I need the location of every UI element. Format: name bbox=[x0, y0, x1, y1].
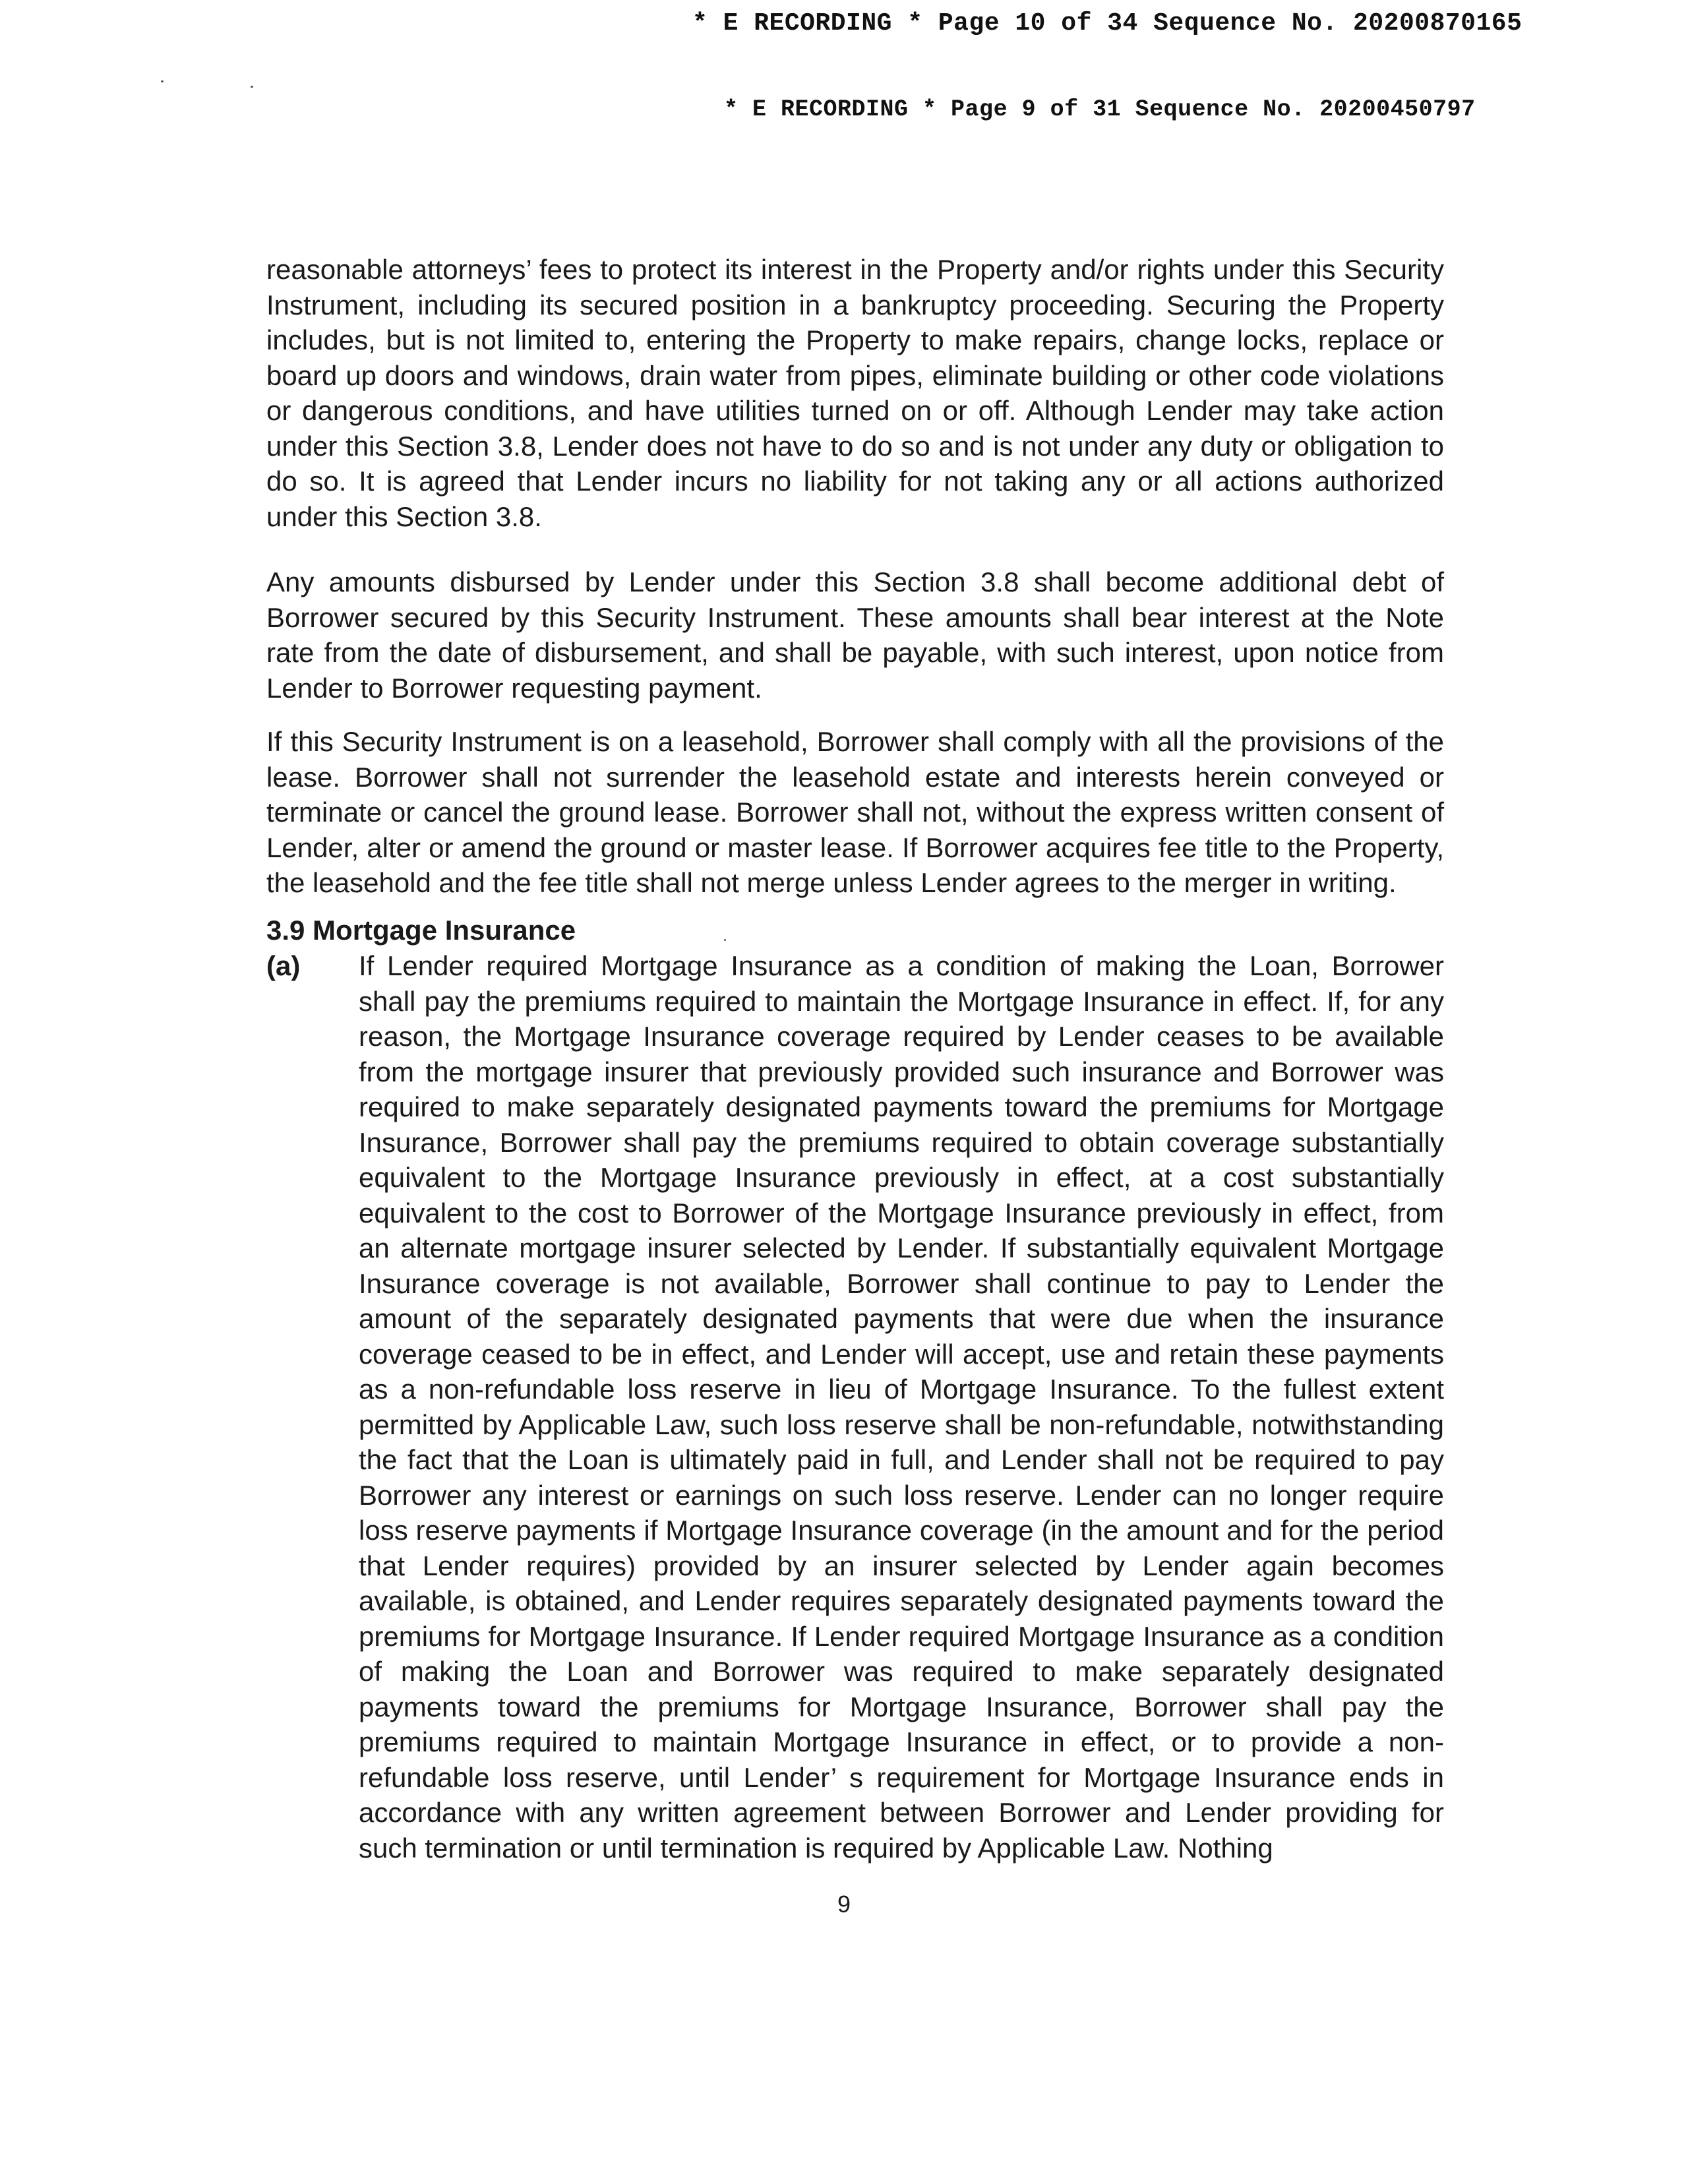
scan-speck bbox=[251, 86, 253, 88]
scan-speck bbox=[161, 80, 164, 82]
recording-stamp-current: * E RECORDING * Page 10 of 34 Sequence No. 20200870165 bbox=[692, 9, 1522, 38]
list-item-label: (a) bbox=[266, 950, 301, 981]
list-item-text: If Lender required Mortgage Insurance as a condition of making the Loan, Borrower shall pay the premiums required to maintain the Mortgage Insurance in effect. If, for any reason, the Mortgage Insurance coverage required by Lender ceases to be available from the mortgage insurer that previously provided such insurance and Borrower was required to make separately designated payments toward the premiums for Mortgage Insurance, Borrower shall pay the premiums required to obtain coverage substantially equivalent to the Mortgage Insurance previously in effect, at a cost substantially equivalent to the cost to Borrower of the Mortgage Insurance previously in effect, from an alternate mortgage insurer selected by Lender. If substantially equivalent Mortgage Insurance coverage is not available, Borrower shall continue to pay to Lender the amount of the separately designated payments that were due when the insurance coverage ceased to be in effect, and Lender will accept, use and retain these payments as a non-refundable loss reserve in lieu of Mortgage Insurance. To the fullest extent permitted by Applicable Law, such loss reserve shall be non-refundable, notwithstanding the fact that the Loan is ultimately paid in full, and Lender shall not be required to pay Borrower any interest or earnings on such loss reserve. Lender can no longer require loss reserve payments if Mortgage Insurance coverage (in the amount and for the period that Lender requires) provided by an insurer selected by Lender again becomes available, is obtained, and Lender requires separately designated payments toward the premiums for Mortgage Insurance. If Lender required Mortgage Insurance as a condition of making the Loan and Borrower was required to make separately designated payments toward the premiums for Mortgage Insurance, Borrower shall pay the premiums required to maintain Mortgage Insurance in effect, or to provide a non-refundable loss reserve, until Lender’ s requirement for Mortgage Insurance ends in accordance with any written agreement between Borrower and Lender providing for such termination or until termination is required by Applicable Law. Nothing bbox=[359, 950, 1444, 1864]
page-number: 9 bbox=[837, 1891, 851, 1918]
section-heading: 3.9 Mortgage Insurance bbox=[266, 915, 576, 946]
paragraph-leasehold: If this Security Instrument is on a leasehold, Borrower shall comply with all the provisions of the lease. Borrower shall not surrender the leasehold estate and interests herein conveyed or terminate or cancel the ground lease. Borrower shall not, without the express written consent of Lender, alter or amend the ground or master lease. If Borrower acquires fee title to the Property, the leasehold and the fee title shall not merge unless Lender agrees to the merger in writing. bbox=[266, 726, 1444, 898]
paragraph-securing-property: reasonable attorneys’ fees to protect its interest in the Property and/or rights under this Security Instrument, including its secured position in a bankruptcy proceeding. Securing the Property includes, but is not limited to, entering the Property to make repairs, change locks, replace or board up doors and windows, drain water from pipes, eliminate building or other code violations or dangerous conditions, and have utilities turned on or off. Although Lender may take action under this Section 3.8, Lender does not have to do so and is not under any duty or obligation to do so. It is agreed that Lender incurs no liability for not taking any or all actions authorized under this Section 3.8. bbox=[266, 254, 1444, 532]
scan-speck bbox=[724, 939, 726, 941]
recording-stamp-previous: * E RECORDING * Page 9 of 31 Sequence No. 20200450797 bbox=[724, 96, 1476, 123]
paragraph-disbursed-amounts: Any amounts disbursed by Lender under this Section 3.8 shall become additional debt of Borrower secured by this Security Instrument. These amounts shall bear interest at the Note rate from the date of disbursement, and shall be payable, with such interest, upon notice from Lender to Borrower requesting payment. bbox=[266, 566, 1444, 704]
